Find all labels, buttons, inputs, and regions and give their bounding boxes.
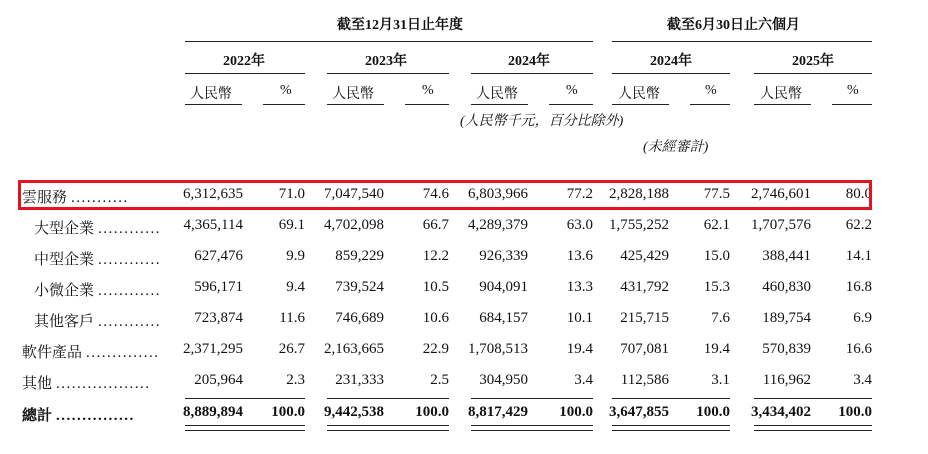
- cell-amount: 1,755,252: [609, 217, 669, 233]
- cell-amount: 4,702,098: [324, 217, 384, 233]
- cell-percent: 63.0: [566, 217, 593, 233]
- cell-percent: 80.0: [845, 186, 872, 202]
- cell-percent: 15.3: [703, 279, 730, 295]
- cell-amount: 388,441: [762, 248, 811, 264]
- cell-percent: 9.9: [286, 248, 305, 264]
- cell-percent: 22.9: [422, 341, 449, 357]
- cell-percent: 77.2: [566, 186, 593, 202]
- row-label-text: 其他客戶: [34, 314, 95, 330]
- row-label-text: 其他: [22, 376, 53, 392]
- row-leader-dots: ..............: [86, 345, 160, 361]
- cell-amount: 739,524: [335, 279, 384, 295]
- highlight-box: [18, 180, 872, 210]
- row-leader-dots: ...............: [56, 408, 135, 424]
- cell-percent: 9.4: [286, 279, 305, 295]
- cell-amount: 231,333: [335, 372, 384, 388]
- cell-percent: 16.8: [845, 279, 872, 295]
- pct-header: %: [280, 83, 292, 98]
- currency-header: 人民幣: [190, 87, 232, 102]
- total-double-rule: [612, 425, 730, 431]
- cell-percent: 13.3: [566, 279, 593, 295]
- row-label: [22, 404, 135, 425]
- sub-rule: [549, 104, 593, 105]
- sub-rule: [690, 104, 730, 105]
- row-leader-dots: ...........: [71, 190, 129, 206]
- cell-amount: 189,754: [762, 310, 811, 326]
- cell-percent: 19.4: [566, 341, 593, 357]
- row-label: [34, 279, 161, 300]
- total-double-rule: [185, 425, 305, 431]
- sub-rule: [405, 104, 449, 105]
- cell-amount: 3,647,855: [609, 404, 669, 420]
- cell-amount: 205,964: [194, 372, 243, 388]
- cell-percent: 16.6: [845, 341, 872, 357]
- cell-amount: 707,081: [620, 341, 669, 357]
- cell-amount: 8,817,429: [468, 404, 528, 420]
- cell-amount: 425,429: [620, 248, 669, 264]
- cell-percent: 10.6: [422, 310, 449, 326]
- pct-header: %: [847, 83, 859, 98]
- total-top-rule: [612, 398, 730, 399]
- unit-note: (人民幣千元，百分比除外): [460, 114, 624, 129]
- year-rule-2025-h1: [754, 73, 872, 74]
- year-header-2024: 2024年: [508, 54, 550, 69]
- year-rule-2023: [327, 73, 449, 74]
- total-top-rule: [471, 398, 593, 399]
- cell-amount: 9,442,538: [324, 404, 384, 420]
- cell-percent: 100.0: [415, 404, 449, 420]
- group-header-year: 截至12月31日止年度: [337, 18, 463, 33]
- cell-percent: 100.0: [559, 404, 593, 420]
- group-header-half-rule: [612, 41, 872, 42]
- year-rule-2024-h1: [612, 73, 730, 74]
- cell-percent: 3.1: [711, 372, 730, 388]
- row-leader-dots: ............: [98, 252, 162, 268]
- row-leader-dots: ............: [98, 221, 162, 237]
- row-label: [22, 372, 151, 393]
- group-header-half: 截至6月30日止六個月: [667, 18, 800, 33]
- year-header-2025-h1: 2025年: [792, 54, 834, 69]
- cell-amount: 6,312,635: [183, 186, 243, 202]
- row-leader-dots: ............: [98, 283, 162, 299]
- row-label: [34, 217, 161, 238]
- cell-percent: 71.0: [278, 186, 305, 202]
- row-label: [34, 310, 161, 331]
- cell-amount: 8,889,894: [183, 404, 243, 420]
- cell-percent: 100.0: [696, 404, 730, 420]
- year-rule-2022: [185, 73, 305, 74]
- cell-percent: 10.5: [422, 279, 449, 295]
- cell-amount: 859,229: [335, 248, 384, 264]
- cell-amount: 904,091: [479, 279, 528, 295]
- cell-amount: 3,434,402: [751, 404, 811, 420]
- cell-percent: 100.0: [271, 404, 305, 420]
- cell-amount: 116,962: [762, 372, 811, 388]
- cell-percent: 7.6: [711, 310, 730, 326]
- row-leader-dots: ............: [98, 314, 162, 330]
- total-top-rule: [185, 398, 305, 399]
- row-label-text: 軟件產品: [22, 345, 83, 361]
- currency-header: 人民幣: [760, 87, 802, 102]
- cell-amount: 2,828,188: [609, 186, 669, 202]
- sub-rule: [612, 104, 669, 105]
- cell-percent: 62.1: [703, 217, 730, 233]
- unaudited-note: (未經審計): [643, 140, 709, 155]
- cell-amount: 460,830: [762, 279, 811, 295]
- cell-amount: 627,476: [194, 248, 243, 264]
- cell-amount: 304,950: [479, 372, 528, 388]
- cell-amount: 4,289,379: [468, 217, 528, 233]
- row-label-text: 小微企業: [34, 283, 95, 299]
- cell-percent: 77.5: [703, 186, 730, 202]
- row-label-text: 總計: [22, 408, 53, 424]
- row-label: [34, 248, 161, 269]
- row-label: [22, 341, 160, 362]
- cell-amount: 2,371,295: [183, 341, 243, 357]
- cell-percent: 15.0: [703, 248, 730, 264]
- cell-percent: 74.6: [422, 186, 449, 202]
- cell-percent: 6.9: [853, 310, 872, 326]
- cell-percent: 62.2: [845, 217, 872, 233]
- cell-amount: 2,163,665: [324, 341, 384, 357]
- cell-amount: 112,586: [620, 372, 669, 388]
- cell-percent: 69.1: [278, 217, 305, 233]
- total-double-rule: [327, 425, 449, 431]
- sub-rule: [832, 104, 872, 105]
- cell-percent: 14.1: [845, 248, 872, 264]
- currency-header: 人民幣: [332, 87, 374, 102]
- cell-percent: 26.7: [278, 341, 305, 357]
- cell-percent: 66.7: [422, 217, 449, 233]
- total-double-rule: [754, 425, 872, 431]
- cell-percent: 12.2: [422, 248, 449, 264]
- pct-header: %: [566, 83, 578, 98]
- cell-amount: 2,746,601: [751, 186, 811, 202]
- sub-rule: [754, 104, 811, 105]
- pct-header: %: [705, 83, 717, 98]
- cell-percent: 11.6: [279, 310, 305, 326]
- sub-rule: [263, 104, 305, 105]
- cell-percent: 10.1: [566, 310, 593, 326]
- year-header-2024-h1: 2024年: [650, 54, 692, 69]
- row-label-text: 大型企業: [34, 221, 95, 237]
- cell-amount: 6,803,966: [468, 186, 528, 202]
- cell-percent: 100.0: [838, 404, 872, 420]
- total-top-rule: [327, 398, 449, 399]
- cell-amount: 4,365,114: [183, 217, 243, 233]
- cell-percent: 3.4: [853, 372, 872, 388]
- cell-amount: 723,874: [194, 310, 243, 326]
- cell-amount: 7,047,540: [324, 186, 384, 202]
- sub-rule: [185, 104, 242, 105]
- cell-amount: 1,707,576: [751, 217, 811, 233]
- cell-amount: 570,839: [762, 341, 811, 357]
- pct-header: %: [422, 83, 434, 98]
- cell-percent: 3.4: [574, 372, 593, 388]
- total-top-rule: [754, 398, 872, 399]
- cell-amount: 746,689: [335, 310, 384, 326]
- currency-header: 人民幣: [476, 87, 518, 102]
- row-label-text: 雲服務: [22, 190, 68, 206]
- row-leader-dots: ..................: [56, 376, 151, 392]
- year-rule-2024: [471, 73, 593, 74]
- cell-amount: 926,339: [479, 248, 528, 264]
- currency-header: 人民幣: [618, 87, 660, 102]
- cell-amount: 596,171: [194, 279, 243, 295]
- cell-percent: 2.3: [286, 372, 305, 388]
- cell-percent: 2.5: [430, 372, 449, 388]
- sub-rule: [327, 104, 384, 105]
- year-header-2023: 2023年: [365, 54, 407, 69]
- cell-amount: 684,157: [479, 310, 528, 326]
- year-header-2022: 2022年: [223, 54, 265, 69]
- group-header-year-rule: [185, 41, 593, 42]
- sub-rule: [471, 104, 528, 105]
- cell-percent: 13.6: [566, 248, 593, 264]
- cell-amount: 431,792: [620, 279, 669, 295]
- cell-amount: 1,708,513: [468, 341, 528, 357]
- cell-amount: 215,715: [620, 310, 669, 326]
- total-double-rule: [471, 425, 593, 431]
- cell-percent: 19.4: [703, 341, 730, 357]
- row-label-text: 中型企業: [34, 252, 95, 268]
